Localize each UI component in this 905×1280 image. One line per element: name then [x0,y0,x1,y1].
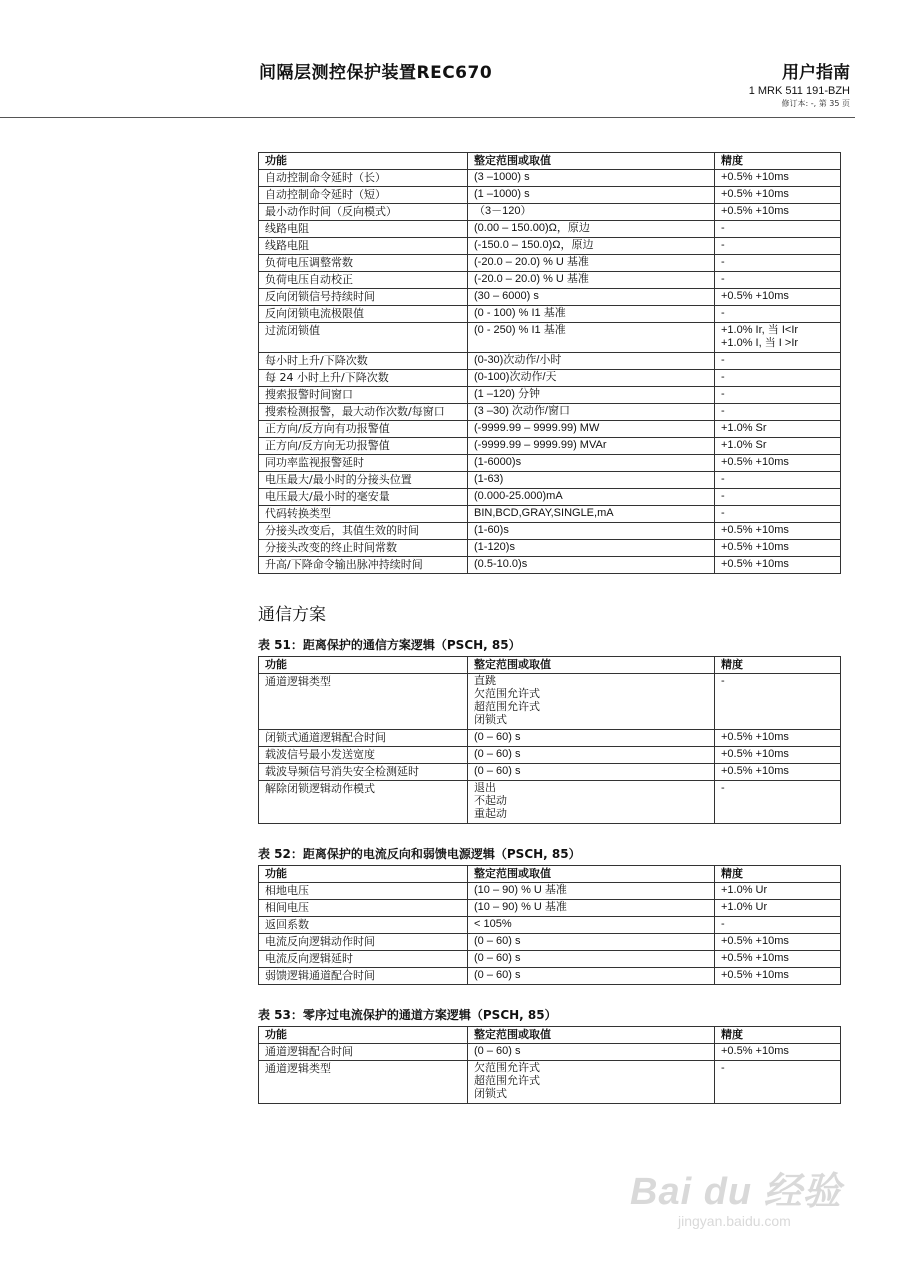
setting-range-cell: 直跳 欠范围允许式 超范围允许式 闭锁式 [468,674,715,730]
table-header-row [259,657,841,674]
document-id: 1 MRK 511 191-BZH [748,85,850,97]
table-row [259,370,841,387]
function-cell: 代码转换类型 [259,506,468,523]
function-cell: 通道逻辑配合时间 [259,1044,468,1061]
function-cell: 过流闭锁值 [259,323,468,353]
page-content [258,152,840,1104]
function-cell: 分接头改变后，其值生效的时间 [259,523,468,540]
setting-range-cell: （3－120） [468,204,715,221]
accuracy-cell: - [715,489,841,506]
accuracy-cell: - [715,387,841,404]
setting-range-cell: (-9999.99 – 9999.99) MW [468,421,715,438]
table-row [259,221,841,238]
accuracy-cell: +1.0% Ur [715,883,841,900]
function-cell: 闭锁式通道逻辑配合时间 [259,730,468,747]
function-cell: 返回系数 [259,917,468,934]
function-cell: 每小时上升/下降次数 [259,353,468,370]
setting-range-cell: (0 – 60) s [468,730,715,747]
setting-range-cell: (3 –30) 次动作/窗口 [468,404,715,421]
function-cell: 负荷电压自动校正 [259,272,468,289]
column-header: 精度 [715,657,841,674]
function-cell: 通道逻辑类型 [259,1061,468,1104]
setting-range-cell: (0 – 60) s [468,968,715,985]
header-divider [0,117,855,118]
column-header: 精度 [715,866,841,883]
function-cell: 电压最大/最小时的分接头位置 [259,472,468,489]
column-header: 功能 [259,657,468,674]
document-title: 间隔层测控保护装置REC670 [259,63,493,83]
function-cell: 升高/下降命令输出脉冲持续时间 [259,557,468,574]
table-row [259,489,841,506]
accuracy-cell: +1.0% Sr [715,421,841,438]
function-cell: 电流反向逻辑延时 [259,951,468,968]
setting-range-cell: (1-63) [468,472,715,489]
guide-title: 用户指南 [782,63,850,83]
function-cell: 电压最大/最小时的毫安量 [259,489,468,506]
accuracy-cell: +0.5% +10ms [715,934,841,951]
setting-range-cell: 欠范围允许式 超范围允许式 闭锁式 [468,1061,715,1104]
table-row [259,934,841,951]
setting-range-cell: (-150.0 – 150.0)Ω，原边 [468,238,715,255]
setting-range-cell: (1-6000)s [468,455,715,472]
table-header-row [259,153,841,170]
accuracy-cell: - [715,506,841,523]
table-row [259,204,841,221]
column-header: 整定范围或取值 [468,866,715,883]
setting-range-cell: (-9999.99 – 9999.99) MVAr [468,438,715,455]
table-51-caption: 表 51：距离保护的通信方案逻辑（PSCH, 85） [258,638,521,652]
setting-range-cell: (0 - 100) % I1 基准 [468,306,715,323]
accuracy-cell: +0.5% +10ms [715,747,841,764]
setting-range-cell: (0-30)次动作/小时 [468,353,715,370]
table-row [259,238,841,255]
column-header: 整定范围或取值 [468,1027,715,1044]
function-cell: 相间电压 [259,900,468,917]
column-header: 功能 [259,866,468,883]
table-row [259,883,841,900]
table-row [259,917,841,934]
accuracy-cell: +0.5% +10ms [715,557,841,574]
accuracy-cell: +0.5% +10ms [715,1044,841,1061]
table-row [259,472,841,489]
setting-range-cell: (0-100)次动作/天 [468,370,715,387]
section-heading: 通信方案 [258,605,326,625]
function-cell: 弱馈逻辑通道配合时间 [259,968,468,985]
table-row [259,170,841,187]
accuracy-cell: - [715,238,841,255]
function-cell: 反向闭锁电流极限值 [259,306,468,323]
function-cell: 每 24 小时上升/下降次数 [259,370,468,387]
table-row [259,353,841,370]
setting-range-cell: (10 – 90) % U 基准 [468,900,715,917]
function-cell: 通道逻辑类型 [259,674,468,730]
accuracy-cell: - [715,674,841,730]
accuracy-cell: - [715,221,841,238]
header-right [749,62,850,110]
accuracy-cell: - [715,1061,841,1104]
table-53 [258,1026,841,1104]
watermark-logo: Bai du 经验 [630,1171,842,1213]
function-cell: 搜索报警时间窗口 [259,387,468,404]
accuracy-cell: +0.5% +10ms [715,170,841,187]
table-52-caption: 表 52：距离保护的电流反向和弱馈电源逻辑（PSCH, 85） [258,847,581,861]
accuracy-cell: +0.5% +10ms [715,289,841,306]
accuracy-cell: +0.5% +10ms [715,730,841,747]
function-cell: 同功率监视报警延时 [259,455,468,472]
watermark-url: jingyan.baidu.com [678,1213,791,1229]
table-row [259,764,841,781]
function-cell: 自动控制命令延时（短） [259,187,468,204]
accuracy-cell: +1.0% Ir, 当 I<Ir +1.0% I, 当 I >Ir [715,323,841,353]
accuracy-cell: - [715,472,841,489]
accuracy-cell: - [715,370,841,387]
setting-range-cell: (1 –1000) s [468,187,715,204]
function-cell: 线路电阻 [259,238,468,255]
function-cell: 电流反向逻辑动作时间 [259,934,468,951]
accuracy-cell: +0.5% +10ms [715,204,841,221]
function-cell: 正方向/反方向无功报警值 [259,438,468,455]
setting-range-cell: (0 – 60) s [468,1044,715,1061]
setting-range-cell: (-20.0 – 20.0) % U 基准 [468,255,715,272]
accuracy-cell: - [715,781,841,824]
setting-range-cell: < 105% [468,917,715,934]
table-row [259,781,841,824]
function-cell: 相地电压 [259,883,468,900]
setting-range-cell: BIN,BCD,GRAY,SINGLE,mA [468,506,715,523]
accuracy-cell: - [715,272,841,289]
table-row [259,968,841,985]
setting-range-cell: (0 – 60) s [468,764,715,781]
accuracy-cell: +0.5% +10ms [715,951,841,968]
function-cell: 分接头改变的终止时间常数 [259,540,468,557]
accuracy-cell: +1.0% Ur [715,900,841,917]
setting-range-cell: (0 – 60) s [468,934,715,951]
table-row [259,523,841,540]
setting-range-cell: (1-120)s [468,540,715,557]
accuracy-cell: +0.5% +10ms [715,540,841,557]
table-row [259,747,841,764]
setting-range-cell: (0.00 – 150.00)Ω，原边 [468,221,715,238]
accuracy-cell: +0.5% +10ms [715,764,841,781]
table-row [259,289,841,306]
accuracy-cell: - [715,353,841,370]
setting-range-cell: (0 – 60) s [468,951,715,968]
baidu-jingyan-watermark [630,1160,842,1229]
function-cell: 线路电阻 [259,221,468,238]
column-header: 功能 [259,1027,468,1044]
table-51 [258,656,841,824]
setting-range-cell: (-20.0 – 20.0) % U 基准 [468,272,715,289]
table-52 [258,865,841,985]
setting-range-cell: (30 – 6000) s [468,289,715,306]
setting-range-cell: (10 – 90) % U 基准 [468,883,715,900]
function-cell: 搜索检测报警，最大动作次数/每窗口 [259,404,468,421]
settings-table [258,152,841,574]
setting-range-cell: (0.000-25.000)mA [468,489,715,506]
table-53-caption: 表 53：零序过电流保护的通道方案逻辑（PSCH, 85） [258,1008,557,1022]
table-row [259,306,841,323]
table-row [259,187,841,204]
table-row [259,421,841,438]
table-row [259,951,841,968]
table-row [259,255,841,272]
accuracy-cell: +1.0% Sr [715,438,841,455]
table-row [259,1061,841,1104]
table-row [259,438,841,455]
table-row [259,387,841,404]
accuracy-cell: - [715,255,841,272]
table-row [259,323,841,353]
setting-range-cell: (1-60)s [468,523,715,540]
table-row [259,730,841,747]
table-header-row [259,866,841,883]
column-header: 功能 [259,153,468,170]
accuracy-cell: +0.5% +10ms [715,455,841,472]
table-row [259,455,841,472]
accuracy-cell: - [715,917,841,934]
table-row [259,506,841,523]
table-row [259,1044,841,1061]
column-header: 整定范围或取值 [468,153,715,170]
revision-page-number: 修订本: -, 第 35 页 [781,99,850,108]
accuracy-cell: - [715,306,841,323]
function-cell: 最小动作时间（反向模式） [259,204,468,221]
accuracy-cell: +0.5% +10ms [715,523,841,540]
table-row [259,272,841,289]
function-cell: 载波信号最小发送宽度 [259,747,468,764]
setting-range-cell: (0 – 60) s [468,747,715,764]
table-header-row [259,1027,841,1044]
table-row [259,404,841,421]
table-row [259,557,841,574]
setting-range-cell: (1 –120) 分钟 [468,387,715,404]
column-header: 精度 [715,153,841,170]
accuracy-cell: +0.5% +10ms [715,187,841,204]
function-cell: 负荷电压调整常数 [259,255,468,272]
accuracy-cell: - [715,404,841,421]
function-cell: 正方向/反方向有功报警值 [259,421,468,438]
table-row [259,674,841,730]
function-cell: 反向闭锁信号持续时间 [259,289,468,306]
column-header: 整定范围或取值 [468,657,715,674]
table-row [259,540,841,557]
setting-range-cell: (0 - 250) % I1 基准 [468,323,715,353]
setting-range-cell: (0.5-10.0)s [468,557,715,574]
setting-range-cell: 退出 不起动 重起动 [468,781,715,824]
function-cell: 自动控制命令延时（长） [259,170,468,187]
table-row [259,900,841,917]
accuracy-cell: +0.5% +10ms [715,968,841,985]
function-cell: 解除闭锁逻辑动作模式 [259,781,468,824]
function-cell: 载波导频信号消失安全检测延时 [259,764,468,781]
column-header: 精度 [715,1027,841,1044]
setting-range-cell: (3 –1000) s [468,170,715,187]
